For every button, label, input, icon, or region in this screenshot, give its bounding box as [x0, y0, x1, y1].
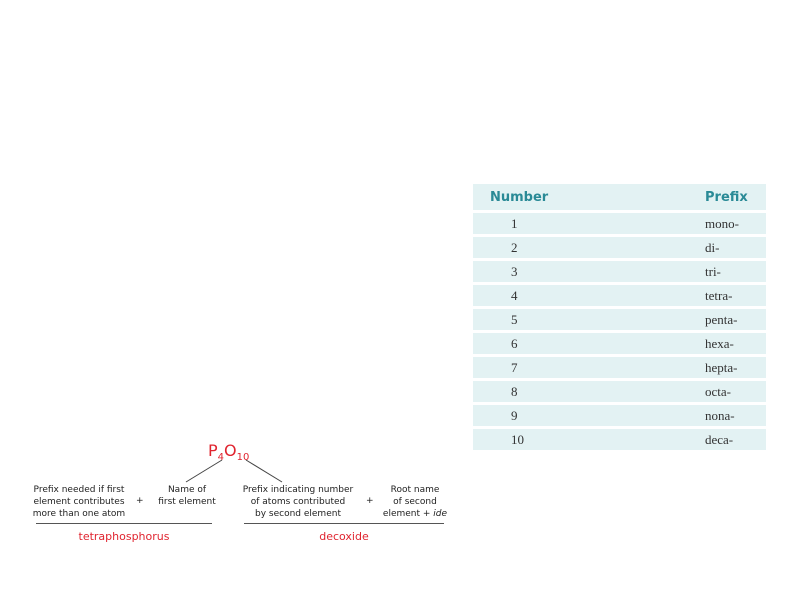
- plus-sign-1: +: [136, 496, 144, 506]
- formula-p-sub: 4: [217, 452, 225, 464]
- label-root-suffix: ide: [433, 509, 448, 519]
- prefix-cell: hexa-: [705, 332, 766, 356]
- label-root-second: [380, 484, 450, 520]
- connector-first: [186, 460, 222, 482]
- header-number: Number: [473, 184, 705, 212]
- label-prefix-second: Prefix indicating number of atoms contributed by second element: [242, 485, 354, 519]
- number-cell: 10: [473, 428, 705, 452]
- prefix-cell: tetra-: [705, 284, 766, 308]
- result-second-word: decoxide: [319, 530, 369, 543]
- prefix-cell: hepta-: [705, 356, 766, 380]
- formula-o-sub: 10: [236, 452, 250, 464]
- header-prefix: Prefix: [705, 184, 766, 212]
- prefix-cell: nona-: [705, 404, 766, 428]
- prefix-cell: mono-: [705, 212, 766, 236]
- label-root-text: Root name of second element +: [382, 485, 440, 519]
- underline-first: [36, 523, 212, 524]
- connector-second: [246, 460, 282, 482]
- underline-second: [244, 523, 444, 524]
- prefix-cell: deca-: [705, 428, 766, 452]
- number-cell: 9: [473, 404, 705, 428]
- formula-o: O: [224, 441, 237, 460]
- label-prefix-first: Prefix needed if first element contributes more than one atom: [32, 485, 126, 519]
- formula-p4o10: [208, 441, 249, 463]
- number-cell: 2: [473, 236, 705, 260]
- plus-sign-2: +: [366, 496, 374, 506]
- number-cell: 7: [473, 356, 705, 380]
- number-cell: 4: [473, 284, 705, 308]
- number-cell: 5: [473, 308, 705, 332]
- prefix-cell: penta-: [705, 308, 766, 332]
- prefix-cell: tri-: [705, 260, 766, 284]
- number-cell: 6: [473, 332, 705, 356]
- prefix-cell: di-: [705, 236, 766, 260]
- number-cell: 1: [473, 212, 705, 236]
- formula-p: P: [208, 441, 218, 460]
- number-cell: 3: [473, 260, 705, 284]
- label-name-first: Name of first element: [158, 485, 216, 507]
- prefix-cell: octa-: [705, 380, 766, 404]
- number-cell: 8: [473, 380, 705, 404]
- result-first-word: tetraphosphorus: [78, 530, 170, 543]
